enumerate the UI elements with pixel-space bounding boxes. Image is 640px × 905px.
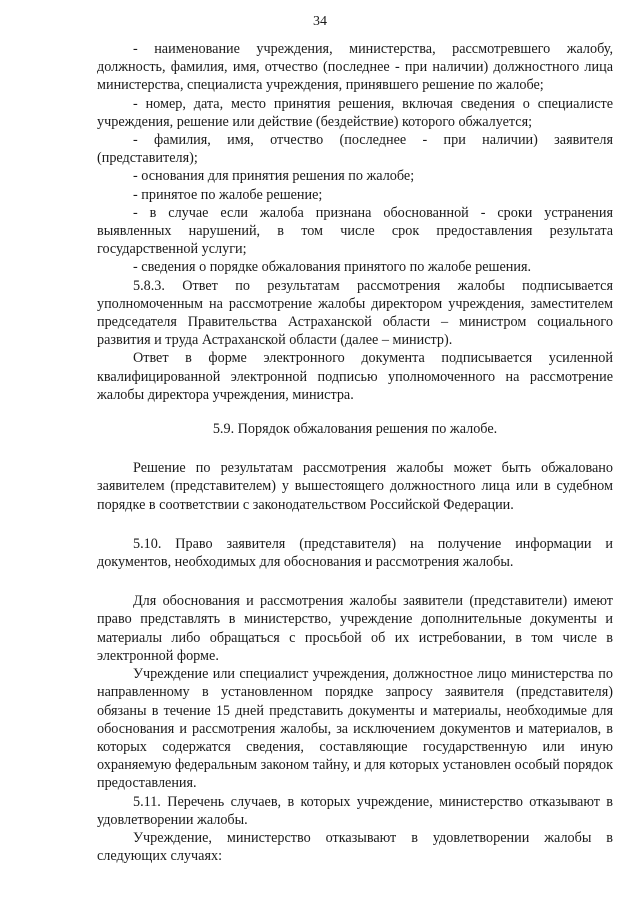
paragraph-5-8-3: 5.8.3. Ответ по результатам рассмотрения жалобы подписывается уполномоченным на рассмотрение жалобы директором учреждения, заместителем председателя Правительства Астраханской области – министром социального развития и труда Астраханской области (далее – министр). xyxy=(97,277,613,349)
page-number: 34 xyxy=(313,14,327,29)
section-heading-5-11: 5.11. Перечень случаев, в которых учреждение, министерство отказывают в удовлетворении жалобы. xyxy=(97,793,613,828)
list-item-decision-grounds: - основания для принятия решения по жалобе; xyxy=(133,168,415,185)
paragraph-refusal-cases: Учреждение, министерство отказывают в удовлетворении жалобы в следующих случаях: xyxy=(97,829,613,865)
list-item-decision: - принятое по жалобе решение; xyxy=(133,186,323,203)
list-item-remedy-terms: - в случае если жалоба признана обоснованной - сроки устранения выявленных нарушений, в том числе срок предоставления результата государственной услуги; xyxy=(97,204,613,258)
section-heading-5-9: 5.9. Порядок обжалования решения по жалобе. xyxy=(212,421,498,438)
list-item-applicant-name: - фамилия, имя, отчество (последнее - при наличии) заявителя (представителя); xyxy=(97,132,613,167)
list-item-appeal-procedure: - сведения о порядке обжалования принятого по жалобе решения. xyxy=(133,259,532,276)
paragraph-appeal-decision: Решение по результатам рассмотрения жалобы может быть обжаловано заявителем (представителем) у вышестоящего должностного лица или в судебном порядке в соответствии с законодательством Российской Федерации. xyxy=(97,460,613,513)
section-heading-5-10: 5.10. Право заявителя (представителя) на получение информации и документов, необходимых для обоснования и рассмотрения жалобы. xyxy=(97,535,613,571)
paragraph-request-obligation: Учреждение или специалист учреждения, должностное лицо министерства по направленному в установленном порядке запросу заявителя (представителя) обязаны в течение 15 дней представить документы и материалы, необходимые для обоснования и рассмотрения жалобы, за исключением документов и материалов, в которых содержатся сведения, составляющие государственную или иную охраняемую федеральным законом тайну, и для которых установлен особый порядок предоставления. xyxy=(97,666,613,792)
list-item-decision-details: - номер, дата, место принятия решения, включая сведения о специалисте учреждения, решение или действие (бездействие) которого обжалуется; xyxy=(97,95,613,130)
list-item-institution-name: - наименование учреждения, министерства, рассмотревшего жалобу, должность, фамилия, имя, отчество (последнее - при наличии) должностного лица министерства, специалиста учреждения, принявшего решение по жалобе; xyxy=(97,41,613,94)
paragraph-electronic-response: Ответ в форме электронного документа подписывается усиленной квалифицированной электронной подписью уполномоченного на рассмотрение жалобы директора учреждения, министра. xyxy=(97,350,613,403)
paragraph-additional-documents: Для обоснования и рассмотрения жалобы заявители (представители) имеют право представлять в министерство, учреждение дополнительные документы и материалы либо обращаться с просьбой об их истребовании, в том числе в электронной форме. xyxy=(97,593,613,664)
document-body xyxy=(97,40,613,865)
